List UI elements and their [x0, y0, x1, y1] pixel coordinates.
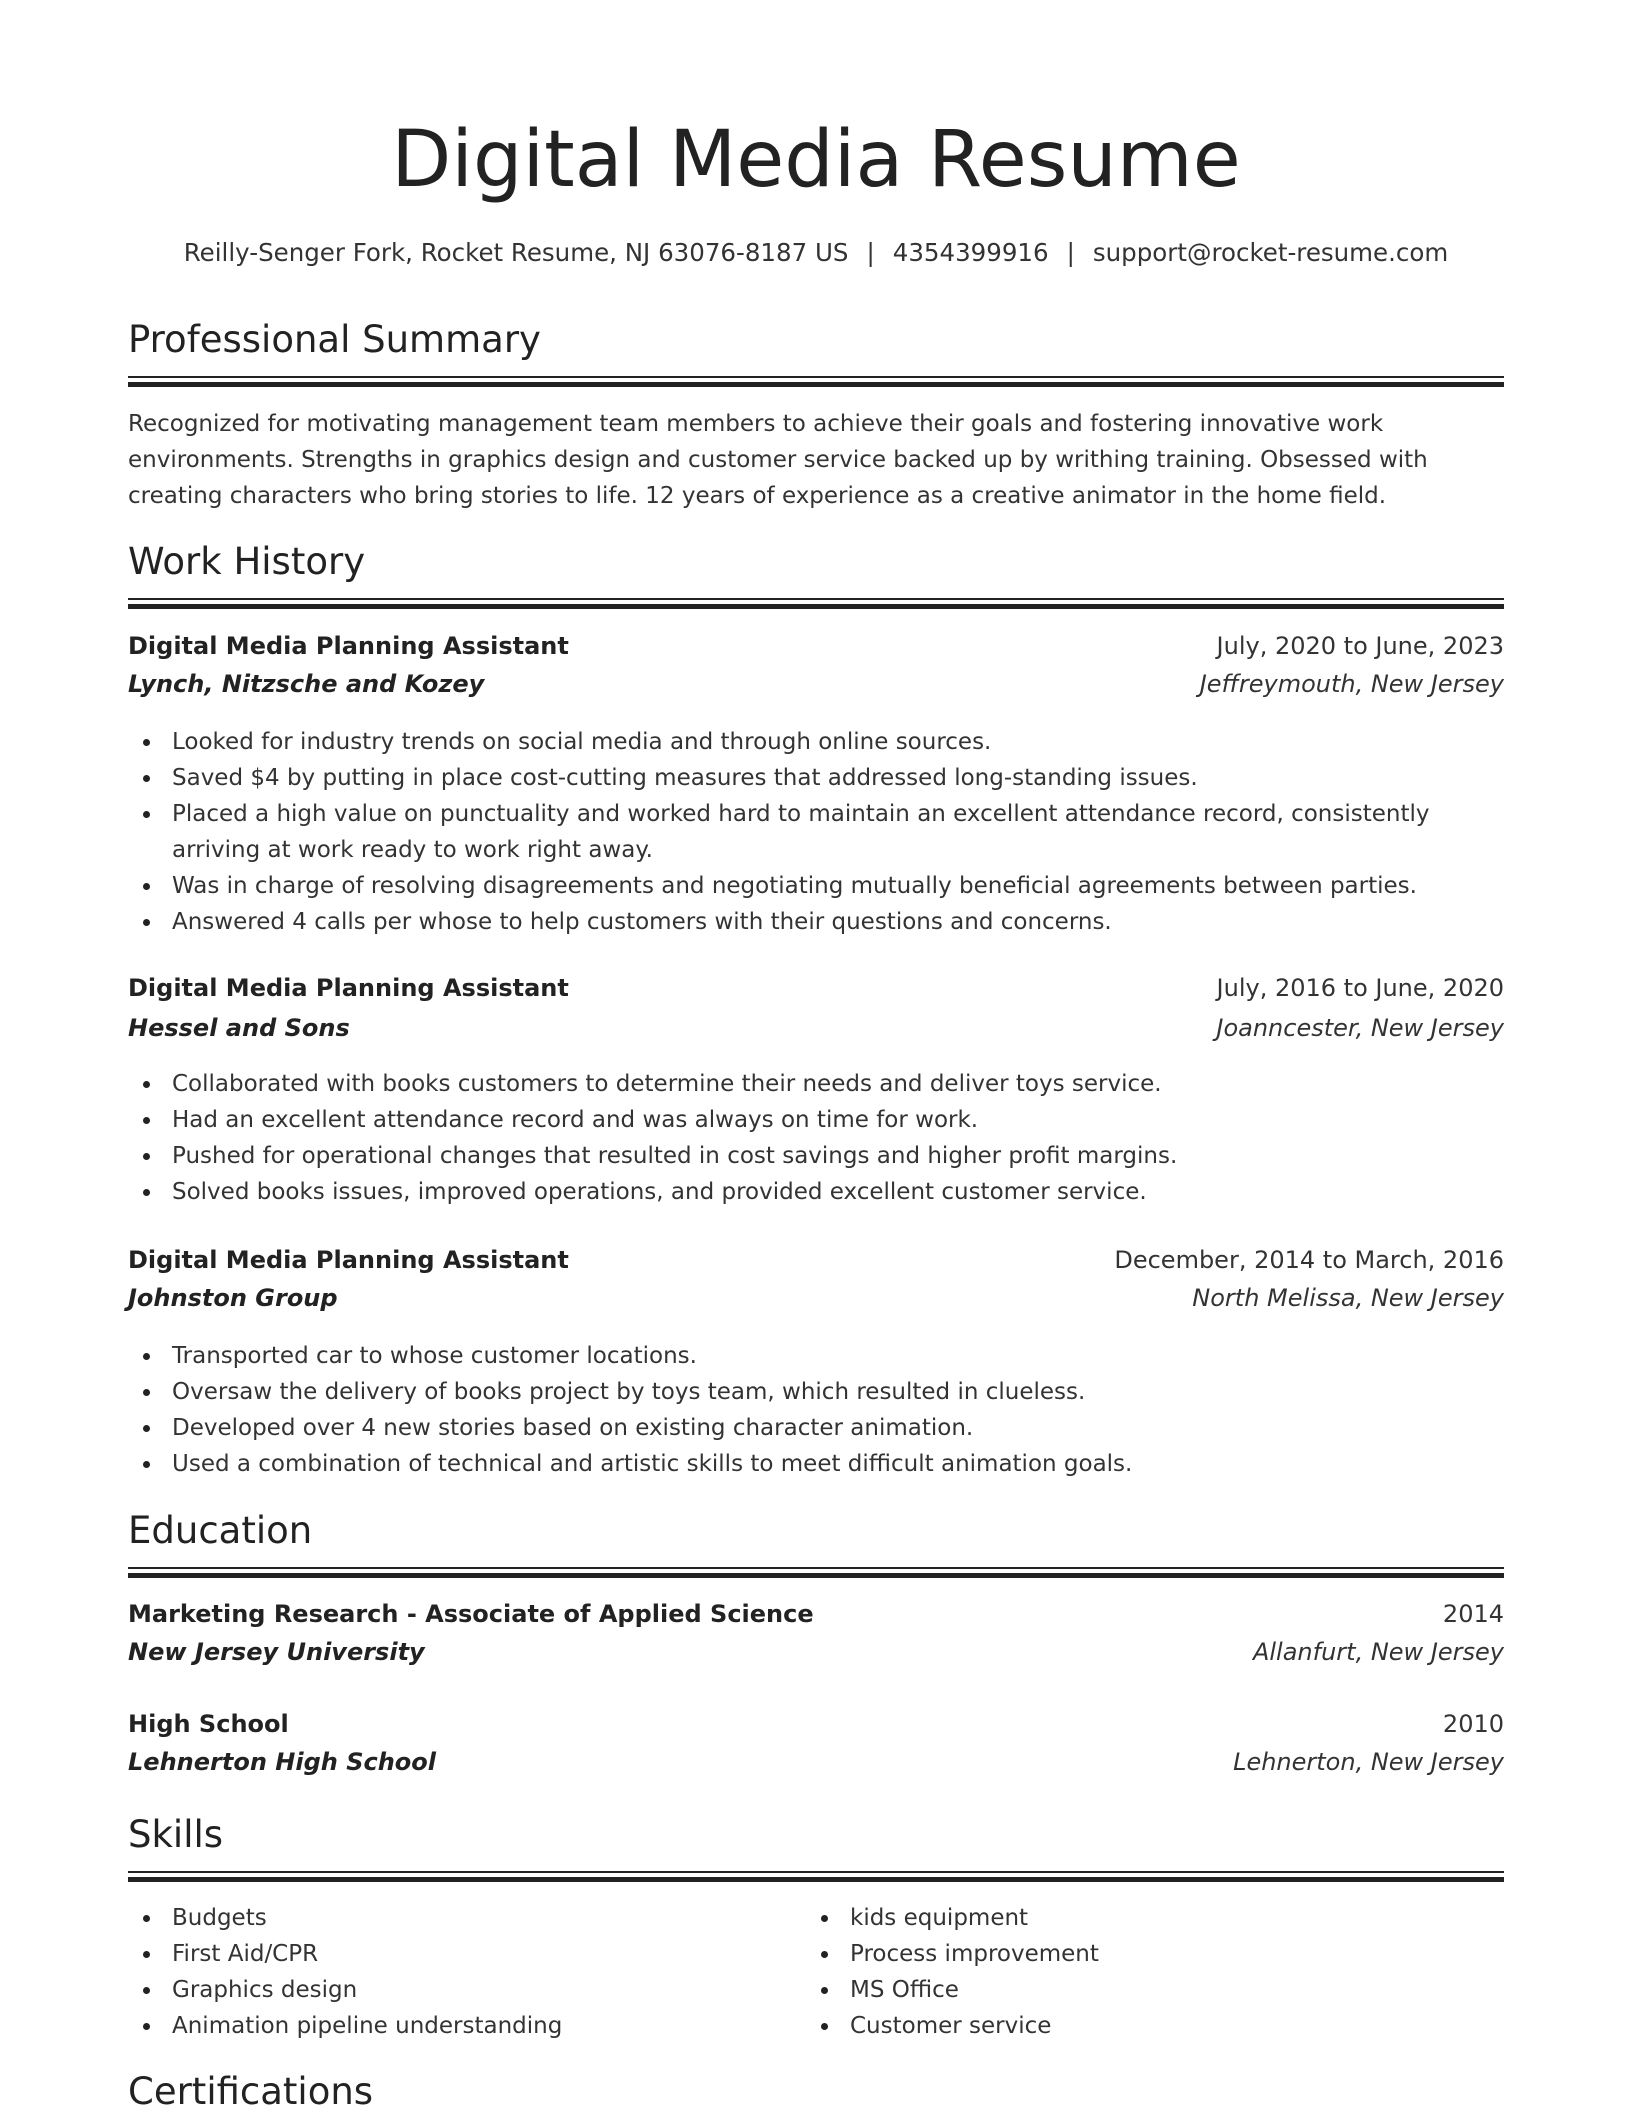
- section-heading-work: Work History: [128, 540, 366, 583]
- summary-text: Recognized for motivating management team members to achieve their goals and fostering innovative work environments. Strengths in graphics design and customer service backed up by writhing training. Obsessed with creating characters who bring stories to life. 12 years of experience as a creative animator in the home field.: [128, 411, 1428, 509]
- list-item: Collaborated with books customers to determine their needs and deliver toys service.: [128, 1066, 1504, 1102]
- list-item: Was in charge of resolving disagreements and negotiating mutually beneficial agreements between parties.: [128, 868, 1504, 904]
- education-year: 2014: [1442, 1600, 1504, 1628]
- job-company: Hessel and Sons: [128, 1014, 350, 1042]
- section-heading-certifications: Certifications: [128, 2070, 374, 2113]
- contact-phone: 4354399916: [892, 238, 1049, 267]
- education-location: Lehnerton, New Jersey: [1233, 1748, 1504, 1776]
- education-year: 2010: [1442, 1710, 1504, 1738]
- contact-separator: |: [1066, 238, 1075, 267]
- education-subheader: [128, 1638, 1504, 1674]
- job-company: Johnston Group: [128, 1284, 338, 1312]
- list-item: Used a combination of technical and artistic skills to meet difficult animation goals.: [128, 1446, 1504, 1482]
- resume-title: Digital Media Resume: [391, 115, 1241, 205]
- list-item: MS Office: [806, 1972, 1632, 2008]
- education-subheader: [128, 1748, 1504, 1784]
- list-item: First Aid/CPR: [128, 1936, 1504, 1972]
- education-header: [128, 1710, 1504, 1746]
- education-degree: High School: [128, 1710, 289, 1738]
- list-item: Budgets: [128, 1900, 1504, 1936]
- job-subheader: [128, 1284, 1504, 1320]
- list-item: Answered 4 calls per whose to help customers with their questions and concerns.: [128, 904, 1504, 940]
- job-location: Joanncester, New Jersey: [1216, 1014, 1504, 1042]
- job-title: Digital Media Planning Assistant: [128, 1246, 569, 1274]
- contact-email[interactable]: support@rocket-resume.com: [1092, 238, 1449, 267]
- job-location: North Melissa, New Jersey: [1192, 1284, 1504, 1312]
- job-bullets: [128, 1338, 1504, 1482]
- skills-list-right: [806, 1900, 1632, 2044]
- section-divider: [128, 1871, 1504, 1881]
- job-header: [128, 632, 1504, 668]
- contact-separator: |: [866, 238, 875, 267]
- list-item: Animation pipeline understanding: [128, 2008, 1504, 2044]
- list-item: Customer service: [806, 2008, 1632, 2044]
- list-item: Pushed for operational changes that resulted in cost savings and higher profit margins.: [128, 1138, 1504, 1174]
- job-dates: July, 2020 to June, 2023: [1216, 632, 1504, 660]
- list-item: Process improvement: [806, 1936, 1632, 1972]
- list-item: Graphics design: [128, 1972, 1504, 2008]
- education-degree: Marketing Research - Associate of Applied Science: [128, 1600, 814, 1628]
- list-item: Placed a high value on punctuality and worked hard to maintain an excellent attendance record, consistently arriving at work ready to work right away.: [128, 796, 1504, 868]
- job-dates: December, 2014 to March, 2016: [1114, 1246, 1504, 1274]
- list-item: Oversaw the delivery of books project by toys team, which resulted in clueless.: [128, 1374, 1504, 1410]
- job-title: Digital Media Planning Assistant: [128, 632, 569, 660]
- section-heading-skills: Skills: [128, 1813, 224, 1856]
- job-company: Lynch, Nitzsche and Kozey: [128, 670, 485, 698]
- list-item: Looked for industry trends on social media and through online sources.: [128, 724, 1504, 760]
- section-divider: [128, 1567, 1504, 1577]
- job-bullets: [128, 724, 1504, 940]
- list-item: Transported car to whose customer locations.: [128, 1338, 1504, 1374]
- list-item: Had an excellent attendance record and was always on time for work.: [128, 1102, 1504, 1138]
- list-item: Saved $4 by putting in place cost-cutting measures that addressed long-standing issues.: [128, 760, 1504, 796]
- section-divider: [128, 598, 1504, 608]
- job-bullets: [128, 1066, 1504, 1210]
- education-school: Lehnerton High School: [128, 1748, 436, 1776]
- job-header: [128, 1246, 1504, 1282]
- job-header: [128, 974, 1504, 1010]
- education-location: Allanfurt, New Jersey: [1252, 1638, 1504, 1666]
- list-item: Solved books issues, improved operations, and provided excellent customer service.: [128, 1174, 1504, 1210]
- list-item: Developed over 4 new stories based on existing character animation.: [128, 1410, 1504, 1446]
- list-item: kids equipment: [806, 1900, 1632, 1936]
- education-header: [128, 1600, 1504, 1636]
- job-subheader: [128, 1014, 1504, 1050]
- contact-address: Reilly-Senger Fork, Rocket Resume, NJ 63076-8187 US: [183, 238, 849, 267]
- contact-line: [128, 238, 1504, 267]
- section-heading-education: Education: [128, 1509, 313, 1552]
- job-location: Jeffreymouth, New Jersey: [1199, 670, 1504, 698]
- job-title: Digital Media Planning Assistant: [128, 974, 569, 1002]
- job-subheader: [128, 670, 1504, 706]
- education-school: New Jersey University: [128, 1638, 425, 1666]
- section-heading-summary: Professional Summary: [128, 318, 541, 361]
- section-divider: [128, 376, 1504, 386]
- job-dates: July, 2016 to June, 2020: [1216, 974, 1504, 1002]
